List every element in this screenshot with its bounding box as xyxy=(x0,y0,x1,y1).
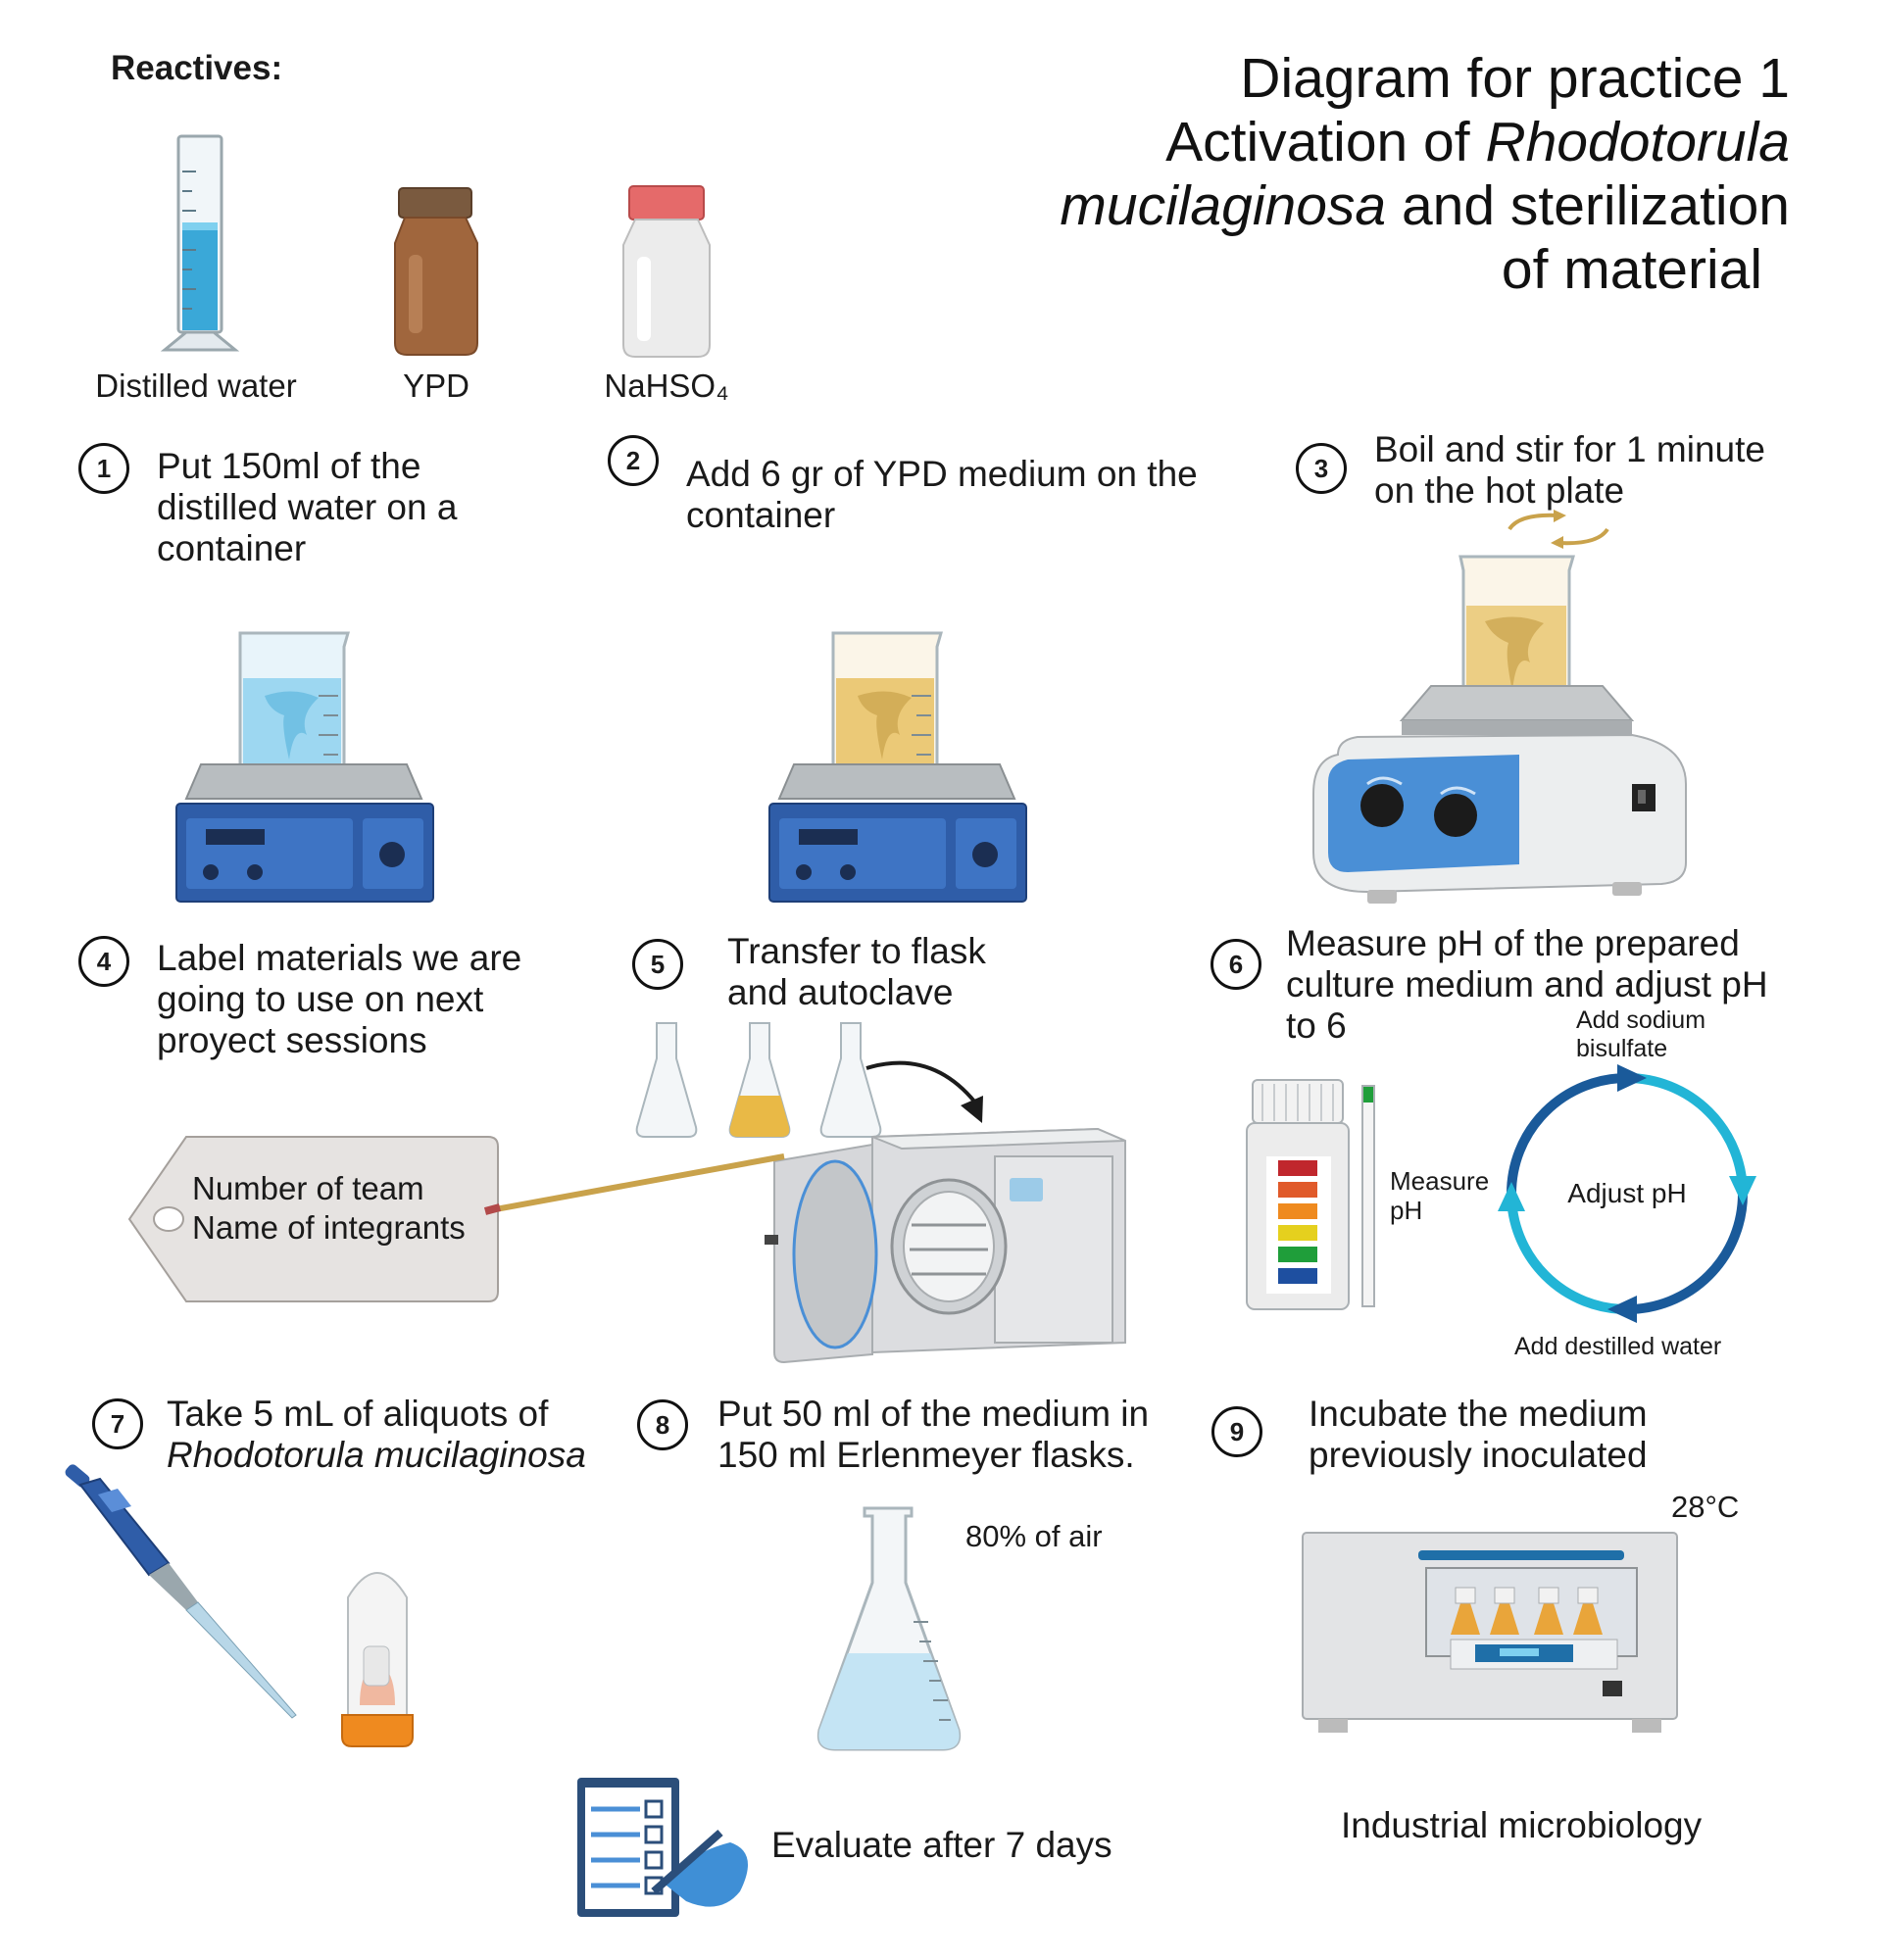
step-7-organism-name: Rhodotorula mucilaginosa xyxy=(167,1435,586,1475)
magnetic-stirrer-hot-plate-icon xyxy=(1309,549,1691,911)
reagent-label-ypd: YPD xyxy=(403,368,470,404)
title-line-4: of material xyxy=(1501,238,1762,301)
step-1-text: Put 150ml of the distilled water on a container xyxy=(157,446,458,568)
ph-cycle-center-label: Adjust pH xyxy=(1567,1178,1687,1208)
shaking-incubator-icon xyxy=(1299,1529,1681,1740)
reagent-label-distilled-water: Distilled water xyxy=(95,368,297,404)
step-5-number: 5 xyxy=(632,939,683,990)
white-bottle-icon xyxy=(618,184,716,361)
title-organism-species: mucilaginosa xyxy=(1060,174,1387,237)
reagent-label-nahso4: NaHSO₄ xyxy=(604,368,729,404)
title-line-2 xyxy=(908,111,1790,174)
hot-plate-blue-water-icon xyxy=(172,627,436,911)
title-line-1: Diagram for practice 1 xyxy=(1240,47,1790,110)
title-organism-genus: Rhodotorula xyxy=(1485,111,1790,173)
step-8-number: 8 xyxy=(637,1399,688,1450)
label-tag-line-2: Name of integrants xyxy=(192,1209,466,1246)
step-5-text: Transfer to flask and autoclave xyxy=(727,931,986,1012)
micropipette-icon xyxy=(61,1465,306,1720)
incubator-temperature: 28°C xyxy=(1671,1490,1740,1524)
step-6-number: 6 xyxy=(1211,939,1261,990)
step-8-text: Put 50 ml of the medium in 150 ml Erlenmeyer flasks. xyxy=(717,1394,1150,1475)
title-line-3-text: and sterilization xyxy=(1386,174,1790,237)
erlenmeyer-flask-measured-icon xyxy=(815,1504,963,1754)
hot-plate-yellow-medium-icon xyxy=(765,627,1029,911)
step-4-text: Label materials we are going to use on next proyect sessions xyxy=(157,938,522,1060)
autoclave-icon xyxy=(608,1117,1142,1372)
step-7-text-line-1: Take 5 mL of aliquots of xyxy=(167,1394,549,1434)
brown-bottle-icon xyxy=(387,186,485,358)
step-1-number: 1 xyxy=(78,443,129,494)
step-3-number: 3 xyxy=(1296,443,1347,494)
ph-strip-bottle-icon xyxy=(1245,1078,1382,1313)
label-tag-line-1: Number of team xyxy=(192,1170,424,1206)
graduated-cylinder-icon xyxy=(157,132,245,358)
diagram-title xyxy=(908,47,1790,302)
curved-arrow-icon xyxy=(863,1049,990,1127)
step-9-text: Incubate the medium previously inoculated xyxy=(1309,1394,1648,1475)
title-line-2-text: Activation of xyxy=(1165,111,1486,173)
step-2-number: 2 xyxy=(608,435,659,486)
microcentrifuge-tube-icon xyxy=(338,1558,417,1749)
step-7-number: 7 xyxy=(92,1398,143,1449)
rotate-arrows-icon xyxy=(1500,510,1617,549)
step-3-text: Boil and stir for 1 minute on the hot plate xyxy=(1374,429,1765,511)
evaluate-note: Evaluate after 7 days xyxy=(771,1825,1112,1865)
evaluation-checklist-icon xyxy=(573,1774,769,1921)
ph-cycle-top-label: Add sodium bisulfate xyxy=(1576,1006,1706,1062)
title-line-3 xyxy=(908,174,1790,238)
footer-course-name: Industrial microbiology xyxy=(1341,1805,1703,1845)
reactives-heading: Reactives: xyxy=(111,49,283,87)
ph-measure-label: Measure pH xyxy=(1390,1166,1490,1225)
step-4-number: 4 xyxy=(78,936,129,987)
step-2-text: Add 6 gr of YPD medium on the container xyxy=(686,454,1198,535)
step-7-text xyxy=(167,1394,637,1476)
step-6-text: Measure pH of the prepared culture medium and adjust pH to 6 xyxy=(1286,923,1768,1046)
step-9-number: 9 xyxy=(1211,1406,1262,1457)
ph-cycle-bottom-label: Add destilled water xyxy=(1514,1333,1722,1360)
flask-air-note: 80% of air xyxy=(965,1519,1103,1553)
